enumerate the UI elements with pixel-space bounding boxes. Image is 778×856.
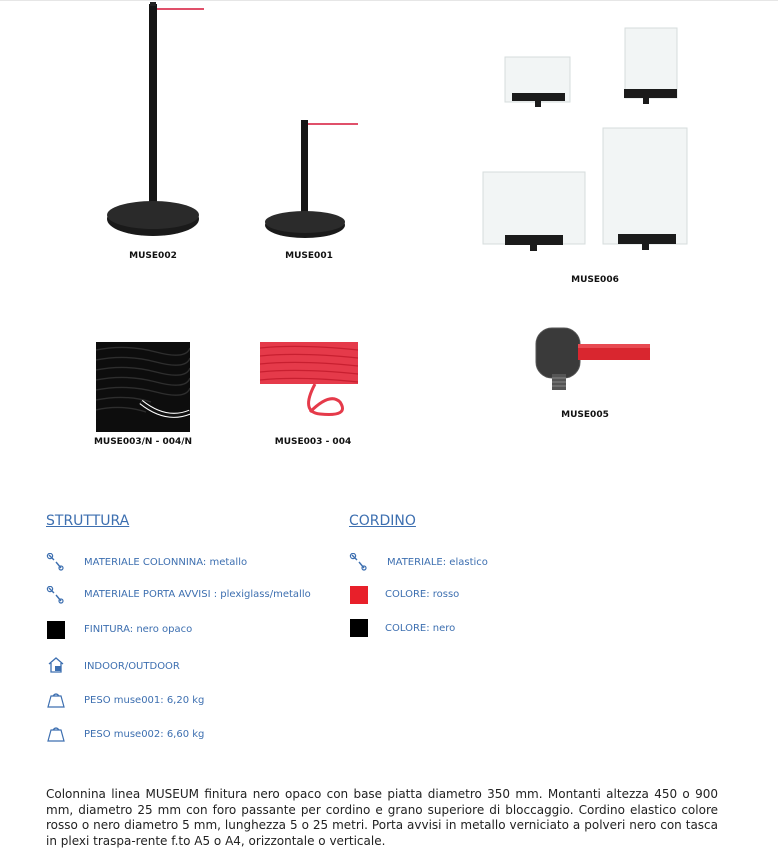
product-description: Colonnina linea MUSEUM finitura nero opaco con base piatta diametro 350 mm. Montanti altezza 450 o 900 mm, diametro 25 mm con foro passante per cordino e grano superiore di bloccaggio. Cordino elastico colore rosso o nero diametro 5 mm, lunghezza 5 o 25 metri. Porta avvisi in metallo verniciato a polveri nero con tasca in plexi traspa-rente f.to A5 o A4, orizzontale o verticale. [46,787,718,848]
red-swatch-icon [350,586,368,604]
spec-materiale-porta-avvisi: MATERIALE PORTA AVVISI : plexiglass/metallo [84,589,311,600]
spec-finitura: FINITURA: nero opaco [84,624,193,635]
product-image-muse001 [258,112,368,242]
wrench-icon [46,586,64,604]
product-image-black-cord [96,342,190,432]
wrench-icon [46,553,64,571]
spec-materiale-colonnina: MATERIALE COLONNINA: metallo [84,557,248,568]
product-code-muse005: MUSE005 [561,410,609,420]
house-icon [46,655,66,675]
black-swatch-icon [47,621,65,639]
wrench-icon [349,553,367,571]
product-image-muse005 [520,312,650,398]
black-swatch-icon [350,619,368,637]
product-image-muse006 [480,22,690,260]
spec-materiale-cordino: MATERIALE: elastico [387,557,488,568]
spec-colore-rosso: COLORE: rosso [385,589,460,600]
spec-colore-nero: COLORE: nero [385,623,456,634]
spec-indoor-outdoor: INDOOR/OUTDOOR [84,661,180,672]
product-image-red-cord [260,342,358,432]
top-rule [0,0,778,1]
product-code-muse006: MUSE006 [571,275,619,285]
struttura-title: STRUTTURA [46,513,130,529]
product-code-muse001: MUSE001 [285,251,333,261]
cordino-title: CORDINO [349,513,416,529]
weight-icon [46,724,66,744]
product-code-muse002: MUSE002 [129,251,177,261]
product-code-muse003-004: MUSE003 - 004 [274,437,352,447]
weight-icon [46,690,66,710]
spec-peso-muse001: PESO muse001: 6,20 kg [84,695,205,706]
product-image-muse002 [100,2,210,242]
product-code-muse003n-004n: MUSE003/N - 004/N [93,437,193,447]
spec-peso-muse002: PESO muse002: 6,60 kg [84,729,205,740]
